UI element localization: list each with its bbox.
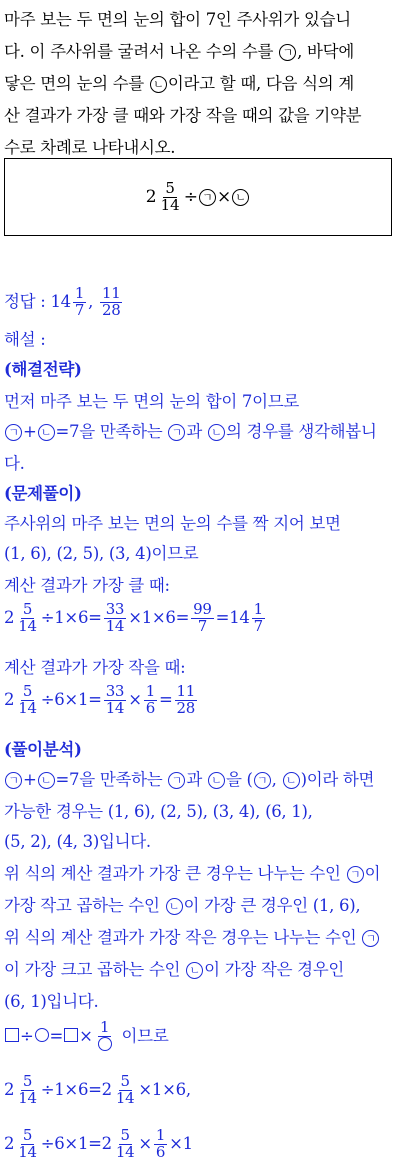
analysis-line-3: (5, 2), (4, 3)입니다. [4, 832, 151, 851]
analysis-line-8: (6, 1)입니다. [4, 992, 99, 1011]
question-line-4: 산 결과가 가장 클 때와 가장 작을 때의 값을 기약분 [4, 106, 362, 125]
min-label: 계산 결과가 가장 작을 때: [4, 658, 186, 677]
strategy-line-1: 먼저 마주 보는 두 면의 눈의 합이 7이므로 [4, 392, 300, 411]
question-line-1: 마주 보는 두 면의 눈의 합이 7인 주사위가 있습니 [4, 10, 351, 29]
max-label: 계산 결과가 가장 클 때: [4, 576, 170, 595]
strategy-title: (해결전략) [4, 360, 82, 379]
question-line-2: 다. 이 주사위를 굴려서 나온 수의 수를 ㄱ , 바닥에 [4, 42, 354, 61]
strategy-line-2: ㄱ + ㄴ =7을 만족하는 ㄱ 과 ㄴ 의 경우를 생각해봅니 [4, 418, 398, 442]
max-expression: 2 $\frac{5}{14}$ ÷1×6= $\frac{33}{14}$ ×1×6= $\frac{99}{7}$ =14 $\frac{1}{7}$ [4, 600, 263, 635]
analysis-line-6: 위 식의 계산 결과가 가장 작은 경우는 나누는 수인 ㄱ [4, 924, 398, 948]
analysis-example-1: 2 $\frac{5}{14}$ ÷1×6=2 $\frac{5}{14}$ ×1×6, [4, 1072, 191, 1107]
solving-title: (문제풀이) [4, 484, 82, 503]
analysis-line-5: 가장 작고 곱하는 수인 ㄴ 이 가장 큰 경우인 (1, 6), [4, 896, 361, 915]
analysis-line-4: 위 식의 계산 결과가 가장 큰 경우는 나누는 수인 ㄱ 이 [4, 864, 381, 883]
circle-icon [35, 1028, 49, 1042]
solving-line-1: 주사위의 마주 보는 면의 눈의 수를 짝 지어 보면 [4, 514, 341, 533]
square-icon [5, 1028, 19, 1042]
expression-box: 2 $\frac{5}{14}$ ÷ ㄱ × ㄴ [4, 158, 392, 236]
analysis-line-7: 이 가장 크고 곱하는 수인 ㄴ 이 가장 작은 경우인 [4, 960, 345, 979]
analysis-line-2: 가능한 경우는 (1, 6), (2, 5), (3, 4), (6, 1), [4, 802, 313, 821]
explanation-label: 해설 : [4, 330, 46, 349]
circle-icon [98, 1037, 112, 1051]
analysis-example-2: 2 $\frac{5}{14}$ ÷6×1=2 $\frac{5}{14}$ × $\frac{1}{6}$ ×1 [4, 1126, 193, 1161]
strategy-line-3: 다. [4, 454, 25, 473]
symbol-a: ㄱ [199, 189, 216, 206]
analysis-title: (풀이분석) [4, 740, 82, 759]
analysis-line-1: ㄱ + ㄴ =7을 만족하는 ㄱ 과 ㄴ 을 ( ㄱ , ㄴ )이라 하면 [4, 766, 398, 790]
min-expression: 2 $\frac{5}{14}$ ÷6×1= $\frac{33}{14}$ × $\frac{1}{6}$ = $\frac{11}{28}$ [4, 682, 195, 717]
analysis-rule: ÷ = × 1 이므로 [4, 1020, 398, 1054]
question-text [4, 4, 396, 164]
answer-line: 정답 : 14 $\frac{1}{7}$ , $\frac{11}{28}$ [4, 284, 121, 319]
symbol-b: ㄴ [150, 76, 167, 93]
square-icon [64, 1028, 78, 1042]
symbol-b: ㄴ [232, 189, 249, 206]
symbol-a: ㄱ [279, 44, 296, 61]
solving-line-2: (1, 6), (2, 5), (3, 4)이므로 [4, 544, 199, 563]
expression-fraction: $\frac{5}{14}$ [160, 178, 180, 214]
question-line-5: 수로 차례로 나타내시오. [4, 138, 176, 157]
question-line-3: 닿은 면의 눈의 수를 ㄴ 이라고 할 때, 다음 식의 계 [4, 74, 354, 93]
